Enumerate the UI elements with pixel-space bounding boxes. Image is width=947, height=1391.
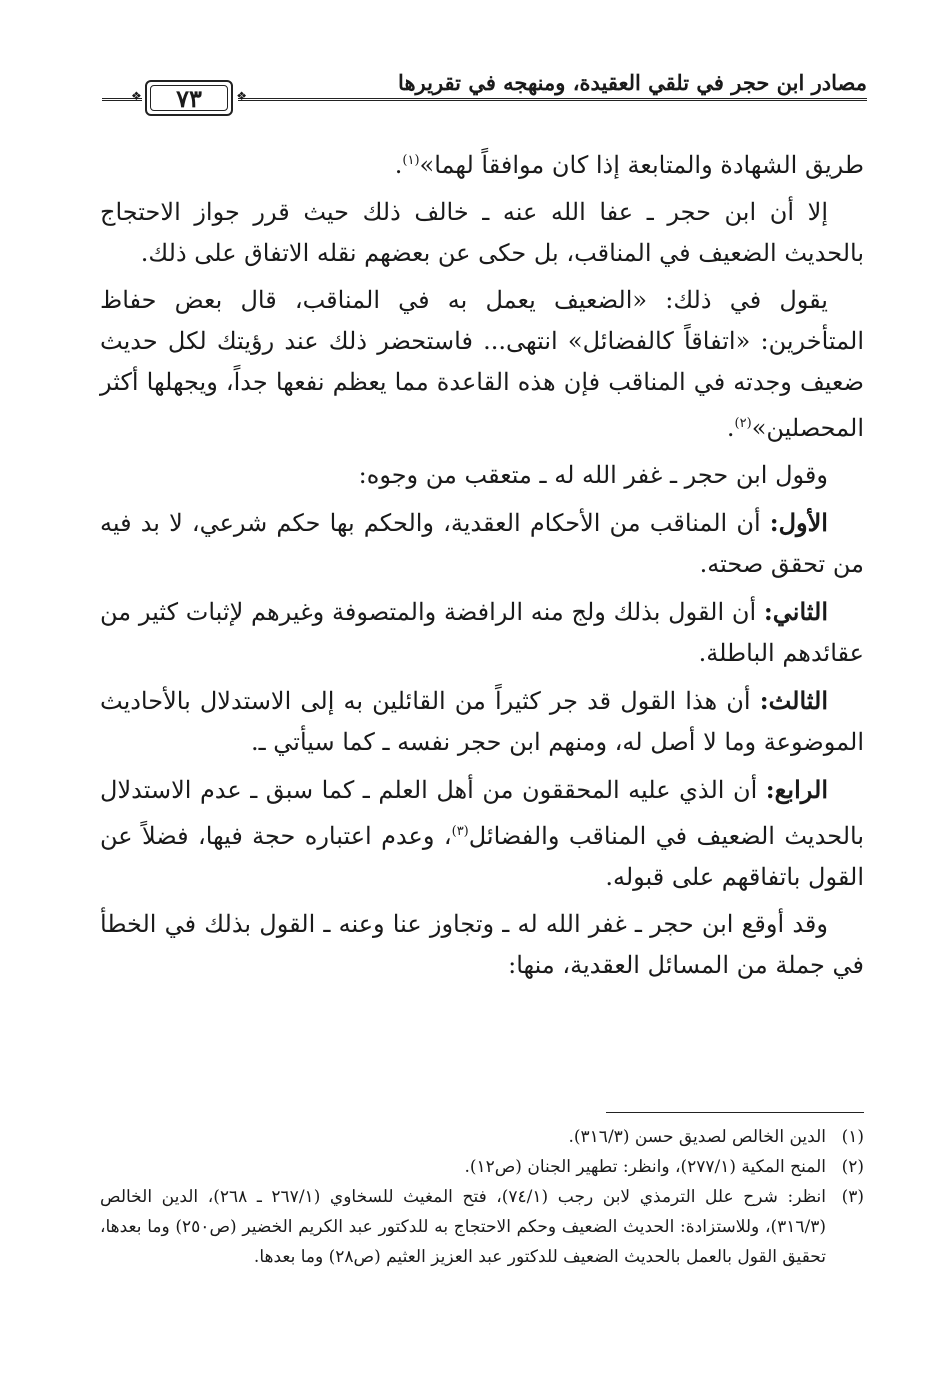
footnotes [100, 1122, 864, 1272]
footnote-1 [100, 1122, 864, 1152]
paragraph-3: يقول في ذلك: «الضعيف يعمل به في المناقب، قال بعض حفاظ المتأخرين: «اتفاقاً كالفضائل» انتهى... فاستحضر ذلك عند رؤيتك لكل حديث ضعيف وجدته في المناقب فإن هذه القاعدة مما يعظم نفعها جداً، ويجهلها أكثر المحصلين»$^{(٢)}$. [100, 286, 864, 442]
point-lead-1: الأول: [769, 508, 828, 537]
footnote-text: المنح المكية (٢٧٧/١)، وانظر: تطهير الجنان (ص١٢). [464, 1157, 826, 1177]
point-lead-2: الثاني: [763, 597, 828, 626]
paragraph-point-1: الأول: أن المناقب من الأحكام العقدية، والحكم بها حكم شرعي، لا بد فيه من تحقق صحته. [100, 508, 864, 578]
footnote-number: (٣) [841, 1187, 864, 1207]
paragraph-point-2: الثاني: أن القول بذلك ولج منه الرافضة والمتصوفة وغيرهم لإثبات كثير من عقائدهم الباطلة. [100, 597, 864, 667]
footnote-3 [100, 1182, 864, 1272]
footnote-2 [100, 1152, 864, 1182]
point-lead-3: الثالث: [759, 686, 828, 715]
page-number: ٧٣ [176, 83, 202, 113]
paragraph-point-4: الرابع: أن الذي عليه المحققون من أهل العلم ـ كما سبق ـ عدم الاستدلال بالحديث الضعيف في المناقب والفضائل$^{(٣)}$، وعدم اعتباره حجة فيها، فضلاً عن القول باتفاقهم على قبوله. [100, 775, 865, 891]
ornament-right-icon: ❖ [236, 89, 247, 103]
footnote-ref-2: (٢) [734, 416, 752, 431]
running-header-title: مصادر ابن حجر في تلقي العقيدة، ومنهجه في تقريرها [398, 70, 867, 95]
footnote-ref-1: (١) [402, 153, 420, 168]
footnote-ref-3: (٣) [451, 824, 469, 839]
page-number-badge [131, 80, 247, 116]
point-lead-4: الرابع: [765, 775, 828, 804]
footnote-separator [606, 1112, 864, 1113]
header-rule-right [238, 98, 867, 101]
footnote-number: (٢) [841, 1157, 864, 1177]
paragraph-2: إلا أن ابن حجر ـ عفا الله عنه ـ خالف ذلك حيث قرر جواز الاحتجاج بالحديث الضعيف في المناقب، بل حكى عن بعضهم نقله الاتفاق على ذلك. [100, 198, 864, 267]
paragraph-9: وقد أوقع ابن حجر ـ غفر الله له ـ وتجاوز عنا وعنه ـ القول بذلك في الخطأ في جملة من المسائل العقدية، منها: [100, 910, 864, 979]
footnote-text: الدين الخالص لصديق حسن (٣١٦/٣). [568, 1127, 826, 1147]
footnote-number: (١) [841, 1127, 864, 1147]
paragraph-4: وقول ابن حجر ـ غفر الله له ـ متعقب من وجوه: [358, 461, 828, 489]
paragraph-1: طريق الشهادة والمتابعة إذا كان موافقاً لهما»$^{(١)}$. [394, 151, 864, 179]
ornament-left-icon: ❖ [131, 89, 142, 103]
footnote-text: انظر: شرح علل الترمذي لابن رجب (٧٤/١)، فتح المغيث للسخاوي (٢٦٧/١ ـ ٢٦٨)، الدين الخالص (٣١٦/٣)، وللاستزادة: الحديث الضعيف وحكم الاحتجاج به للدكتور عبد الكريم الخضير (ص٢٥٠) وما بعدها، تحقيق القول بالعمل بالحديث الضعيف للدكتور عبد العزيز العثيم (ص٢٨) وما بعدها. [100, 1187, 826, 1267]
paragraph-point-3: الثالث: أن هذا القول قد جر كثيراً من القائلين به إلى الاستدلال بالأحاديث الموضوعة وما لا أصل له، ومنهم ابن حجر نفسه ـ كما سيأتي ـ. [100, 686, 864, 756]
main-text [100, 140, 864, 992]
